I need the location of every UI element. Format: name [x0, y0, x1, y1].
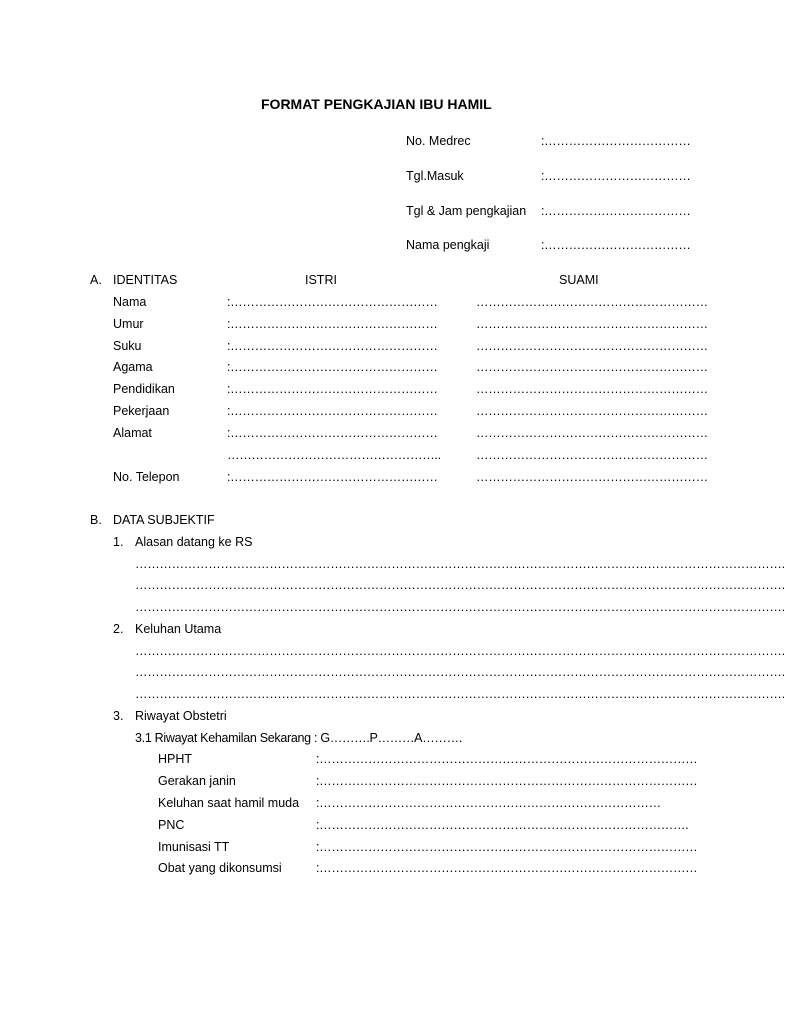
istri-field[interactable]: :…………………………………………… [227, 339, 438, 353]
istri-field[interactable]: :…………………………………………… [227, 426, 438, 440]
header-field-label: Nama pengkaji [406, 238, 490, 252]
istri-field[interactable]: :…………………………………………… [227, 360, 438, 374]
section-heading: DATA SUBJEKTIF [113, 513, 215, 527]
section-heading: IDENTITAS [113, 273, 178, 287]
item-number: 3. [113, 709, 124, 723]
sub-field[interactable]: :………………………………………………………………………………… [316, 861, 698, 875]
answer-line[interactable]: ……………………………………………………………………………………………………………………………………………. [135, 665, 785, 679]
item-number: 2. [113, 622, 124, 636]
identity-label: Nama [113, 295, 147, 309]
header-field-value[interactable]: :……………………………… [541, 204, 691, 218]
sub-label: Imunisasi TT [158, 840, 230, 854]
sub-label: PNC [158, 818, 185, 832]
istri-field[interactable]: :…………………………………………… [227, 470, 438, 484]
header-field-value[interactable]: :……………………………… [541, 238, 691, 252]
suami-field[interactable]: ………………………………………………… [476, 382, 708, 396]
identity-label: Suku [113, 339, 142, 353]
sub-field[interactable]: :………………………………………………………………………………. [316, 818, 689, 832]
istri-field[interactable]: :…………………………………………… [227, 404, 438, 418]
sub-field[interactable]: :………………………………………………………………………………… [316, 774, 698, 788]
identity-label: Pekerjaan [113, 404, 170, 418]
sub-label: HPHT [158, 752, 193, 766]
item-number: 1. [113, 535, 124, 549]
sub-field[interactable]: :………………………………………………………………………………… [316, 840, 698, 854]
suami-field[interactable]: ………………………………………………… [476, 404, 708, 418]
suami-field[interactable]: ………………………………………………… [476, 360, 708, 374]
item-label: Alasan datang ke RS [135, 535, 253, 549]
header-field-label: Tgl & Jam pengkajian [406, 204, 527, 218]
answer-line[interactable]: ……………………………………………………………………………………………………………………………………………. [135, 644, 785, 658]
istri-field[interactable]: :…………………………………………… [227, 295, 438, 309]
istri-field[interactable]: :…………………………………………… [227, 317, 438, 331]
identity-label: Umur [113, 317, 144, 331]
identity-label: No. Telepon [113, 470, 180, 484]
item-label: Keluhan Utama [135, 622, 222, 636]
sub-label: Obat yang dikonsumsi [158, 861, 282, 875]
sub-field[interactable]: :………………………………………………………………………………… [316, 752, 698, 766]
answer-line[interactable]: ……………………………………………………………………………………………………………………………………………. [135, 578, 785, 592]
sub-heading: 3.1 Riwayat Kehamilan Sekarang : G……….P………A………. [135, 731, 462, 745]
page-title: FORMAT PENGKAJIAN IBU HAMIL [261, 96, 492, 112]
column-header-suami: SUAMI [559, 273, 599, 287]
header-field-label: Tgl.Masuk [406, 169, 464, 183]
sub-field[interactable]: :………………………………………………………………………… [316, 796, 661, 810]
sub-label: Keluhan saat hamil muda [158, 796, 300, 810]
identity-label: Alamat [113, 426, 152, 440]
header-field-value[interactable]: :……………………………… [541, 134, 691, 148]
suami-field[interactable]: ………………………………………………… [476, 426, 708, 440]
header-field-value[interactable]: :……………………………… [541, 169, 691, 183]
suami-field[interactable]: ………………………………………………… [476, 339, 708, 353]
identity-label: Agama [113, 360, 153, 374]
suami-field[interactable]: ………………………………………………… [476, 470, 708, 484]
header-field-label: No. Medrec [406, 134, 471, 148]
suami-field[interactable]: ………………………………………………… [476, 448, 708, 462]
answer-line[interactable]: ……………………………………………………………………………………………………………………………………………. [135, 600, 785, 614]
section-letter: A. [90, 273, 102, 287]
sub-label: Gerakan janin [158, 774, 236, 788]
answer-line[interactable]: ……………………………………………………………………………………………………………………………………………. [135, 557, 785, 571]
istri-field[interactable]: …………………………………………….. [227, 448, 441, 462]
item-label: Riwayat Obstetri [135, 709, 227, 723]
suami-field[interactable]: ………………………………………………… [476, 295, 708, 309]
column-header-istri: ISTRI [305, 273, 337, 287]
section-letter: B. [90, 513, 102, 527]
identity-label: Pendidikan [113, 382, 175, 396]
answer-line[interactable]: ……………………………………………………………………………………………………………………………………………. [135, 687, 785, 701]
istri-field[interactable]: :…………………………………………… [227, 382, 438, 396]
suami-field[interactable]: ………………………………………………… [476, 317, 708, 331]
